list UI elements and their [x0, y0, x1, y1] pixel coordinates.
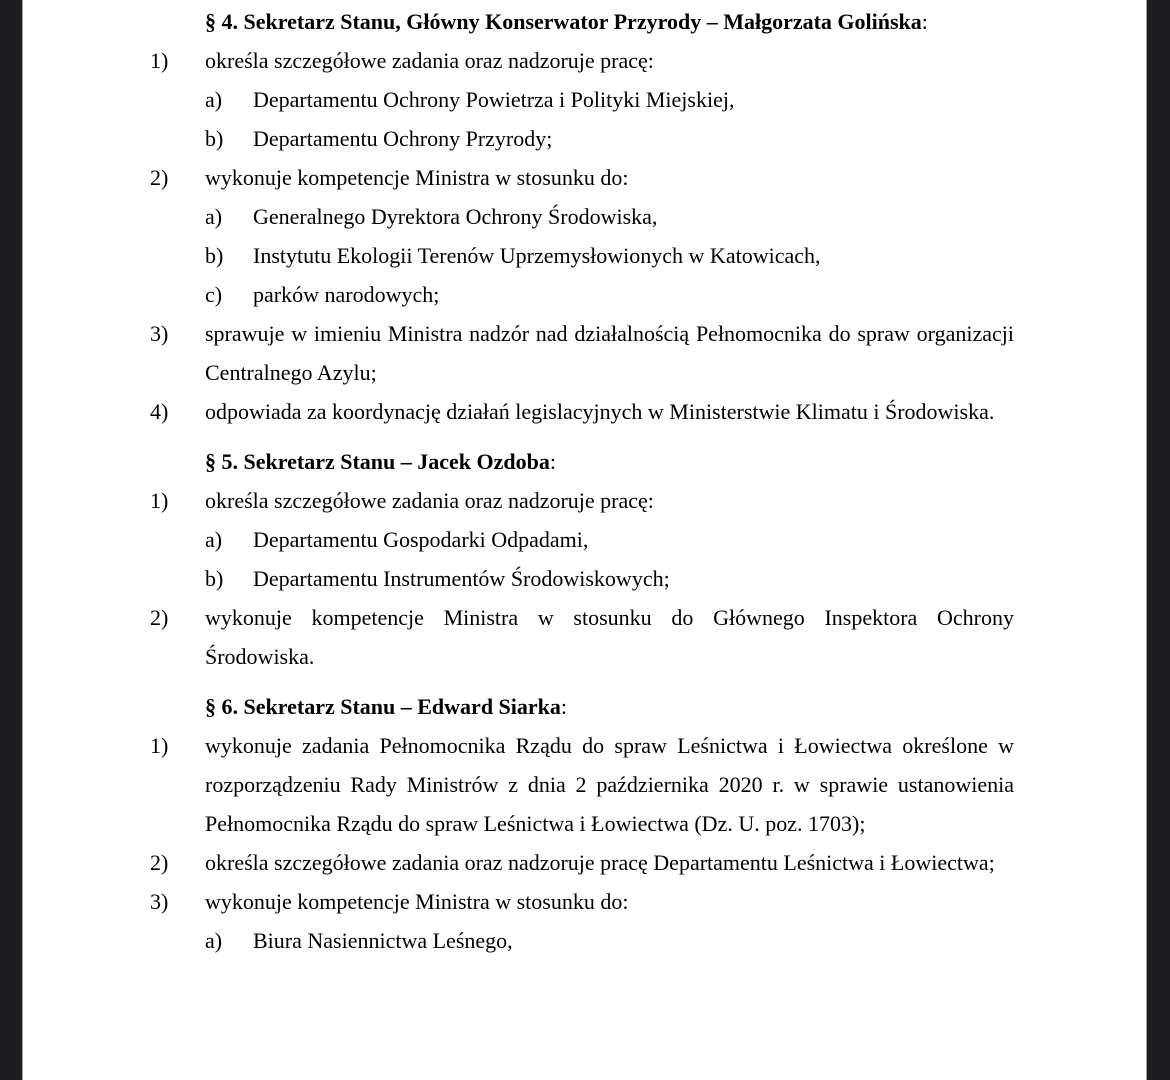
subitem-text: Generalnego Dyrektora Ochrony Środowiska, — [253, 204, 658, 229]
sub-item — [205, 80, 1014, 119]
subitem-text: Biura Nasiennictwa Leśnego, — [253, 928, 513, 953]
section-par-6 — [150, 687, 1014, 960]
item-marker: 2) — [150, 165, 169, 190]
subitem-marker: a) — [205, 928, 223, 953]
section-heading-text: § 6. Sekretarz Stanu – Edward Siarka — [205, 694, 561, 719]
sub-item — [205, 236, 1014, 275]
item-marker: 2) — [150, 850, 169, 875]
subitem-marker: b) — [205, 243, 224, 268]
subitem-marker: a) — [205, 87, 223, 112]
list-item — [150, 392, 1014, 431]
section-heading-text: § 4. Sekretarz Stanu, Główny Konserwator Przyrody – Małgorzata Golińska — [205, 9, 922, 34]
item-text: określa szczegółowe zadania oraz nadzoruje pracę: — [205, 48, 654, 73]
sub-item — [205, 921, 1014, 960]
item-text: sprawuje w imieniu Ministra nadzór nad działalnością Pełnomocnika do spraw organizacji Centralnego Azylu; — [205, 321, 1014, 385]
item-text: wykonuje kompetencje Ministra w stosunku do: — [205, 889, 629, 914]
list-item — [150, 481, 1014, 598]
subitem-text: Instytutu Ekologii Terenów Uprzemysłowionych w Katowicach, — [253, 243, 821, 268]
sub-item — [205, 559, 1014, 598]
item-text: określa szczegółowe zadania oraz nadzoruje pracę: — [205, 488, 654, 513]
list-item — [150, 726, 1014, 843]
list-item — [150, 41, 1014, 158]
sub-item — [205, 119, 1014, 158]
subitem-marker: c) — [205, 282, 223, 307]
subitem-text: Departamentu Gospodarki Odpadami, — [253, 527, 589, 552]
item-marker: 4) — [150, 399, 169, 424]
item-text: wykonuje kompetencje Ministra w stosunku do: — [205, 165, 629, 190]
item-marker: 1) — [150, 733, 169, 758]
subitem-text: Departamentu Ochrony Powietrza i Polityki Miejskiej, — [253, 87, 735, 112]
subitem-text: parków narodowych; — [253, 282, 440, 307]
section-heading-text: § 5. Sekretarz Stanu – Jacek Ozdoba — [205, 449, 550, 474]
list-item — [150, 314, 1014, 392]
item-marker: 1) — [150, 488, 169, 513]
list-item — [150, 598, 1014, 676]
subitem-marker: b) — [205, 126, 224, 151]
subitem-text: Departamentu Ochrony Przyrody; — [253, 126, 553, 151]
sub-item — [205, 275, 1014, 314]
viewer-right-bar — [1146, 0, 1170, 1080]
section-heading — [150, 442, 1014, 481]
section-heading-colon: : — [549, 449, 556, 474]
item-text: wykonuje zadania Pełnomocnika Rządu do spraw Leśnictwa i Łowiectwa określone w rozporządzeniu Rady Ministrów z dnia 2 października 2020 r. w sprawie ustanowienia Pełnomocnika Rządu do spraw Leśnictwa i Łowiectwa (Dz. U. poz. 1703); — [205, 733, 1014, 836]
section-heading-colon: : — [560, 694, 568, 719]
subitem-marker: b) — [205, 566, 224, 591]
document-page[interactable] — [23, 0, 1146, 1080]
item-marker: 2) — [150, 605, 169, 630]
list-item — [150, 882, 1014, 960]
item-text: odpowiada za koordynację działań legislacyjnych w Ministerstwie Klimatu i Środowiska. — [205, 399, 995, 424]
section-heading — [150, 687, 1014, 726]
item-marker: 3) — [150, 889, 169, 914]
section-par-4 — [150, 2, 1014, 431]
section-par-5 — [150, 442, 1014, 676]
sub-item — [205, 197, 1014, 236]
section-heading-colon: : — [921, 9, 928, 34]
subitem-text: Departamentu Instrumentów Środowiskowych; — [253, 566, 670, 591]
document-body — [23, 0, 1146, 960]
section-heading — [150, 2, 1014, 41]
subitem-marker: a) — [205, 204, 223, 229]
viewer-left-bar — [0, 0, 23, 1080]
sub-item — [205, 520, 1014, 559]
item-text: określa szczegółowe zadania oraz nadzoruje pracę Departamentu Leśnictwa i Łowiectwa; — [205, 850, 995, 875]
item-marker: 1) — [150, 48, 169, 73]
list-item — [150, 158, 1014, 314]
item-text: wykonuje kompetencje Ministra w stosunku do Głównego Inspektora Ochrony Środowiska. — [205, 605, 1014, 669]
subitem-marker: a) — [205, 527, 223, 552]
list-item — [150, 843, 1014, 882]
item-marker: 3) — [150, 321, 169, 346]
